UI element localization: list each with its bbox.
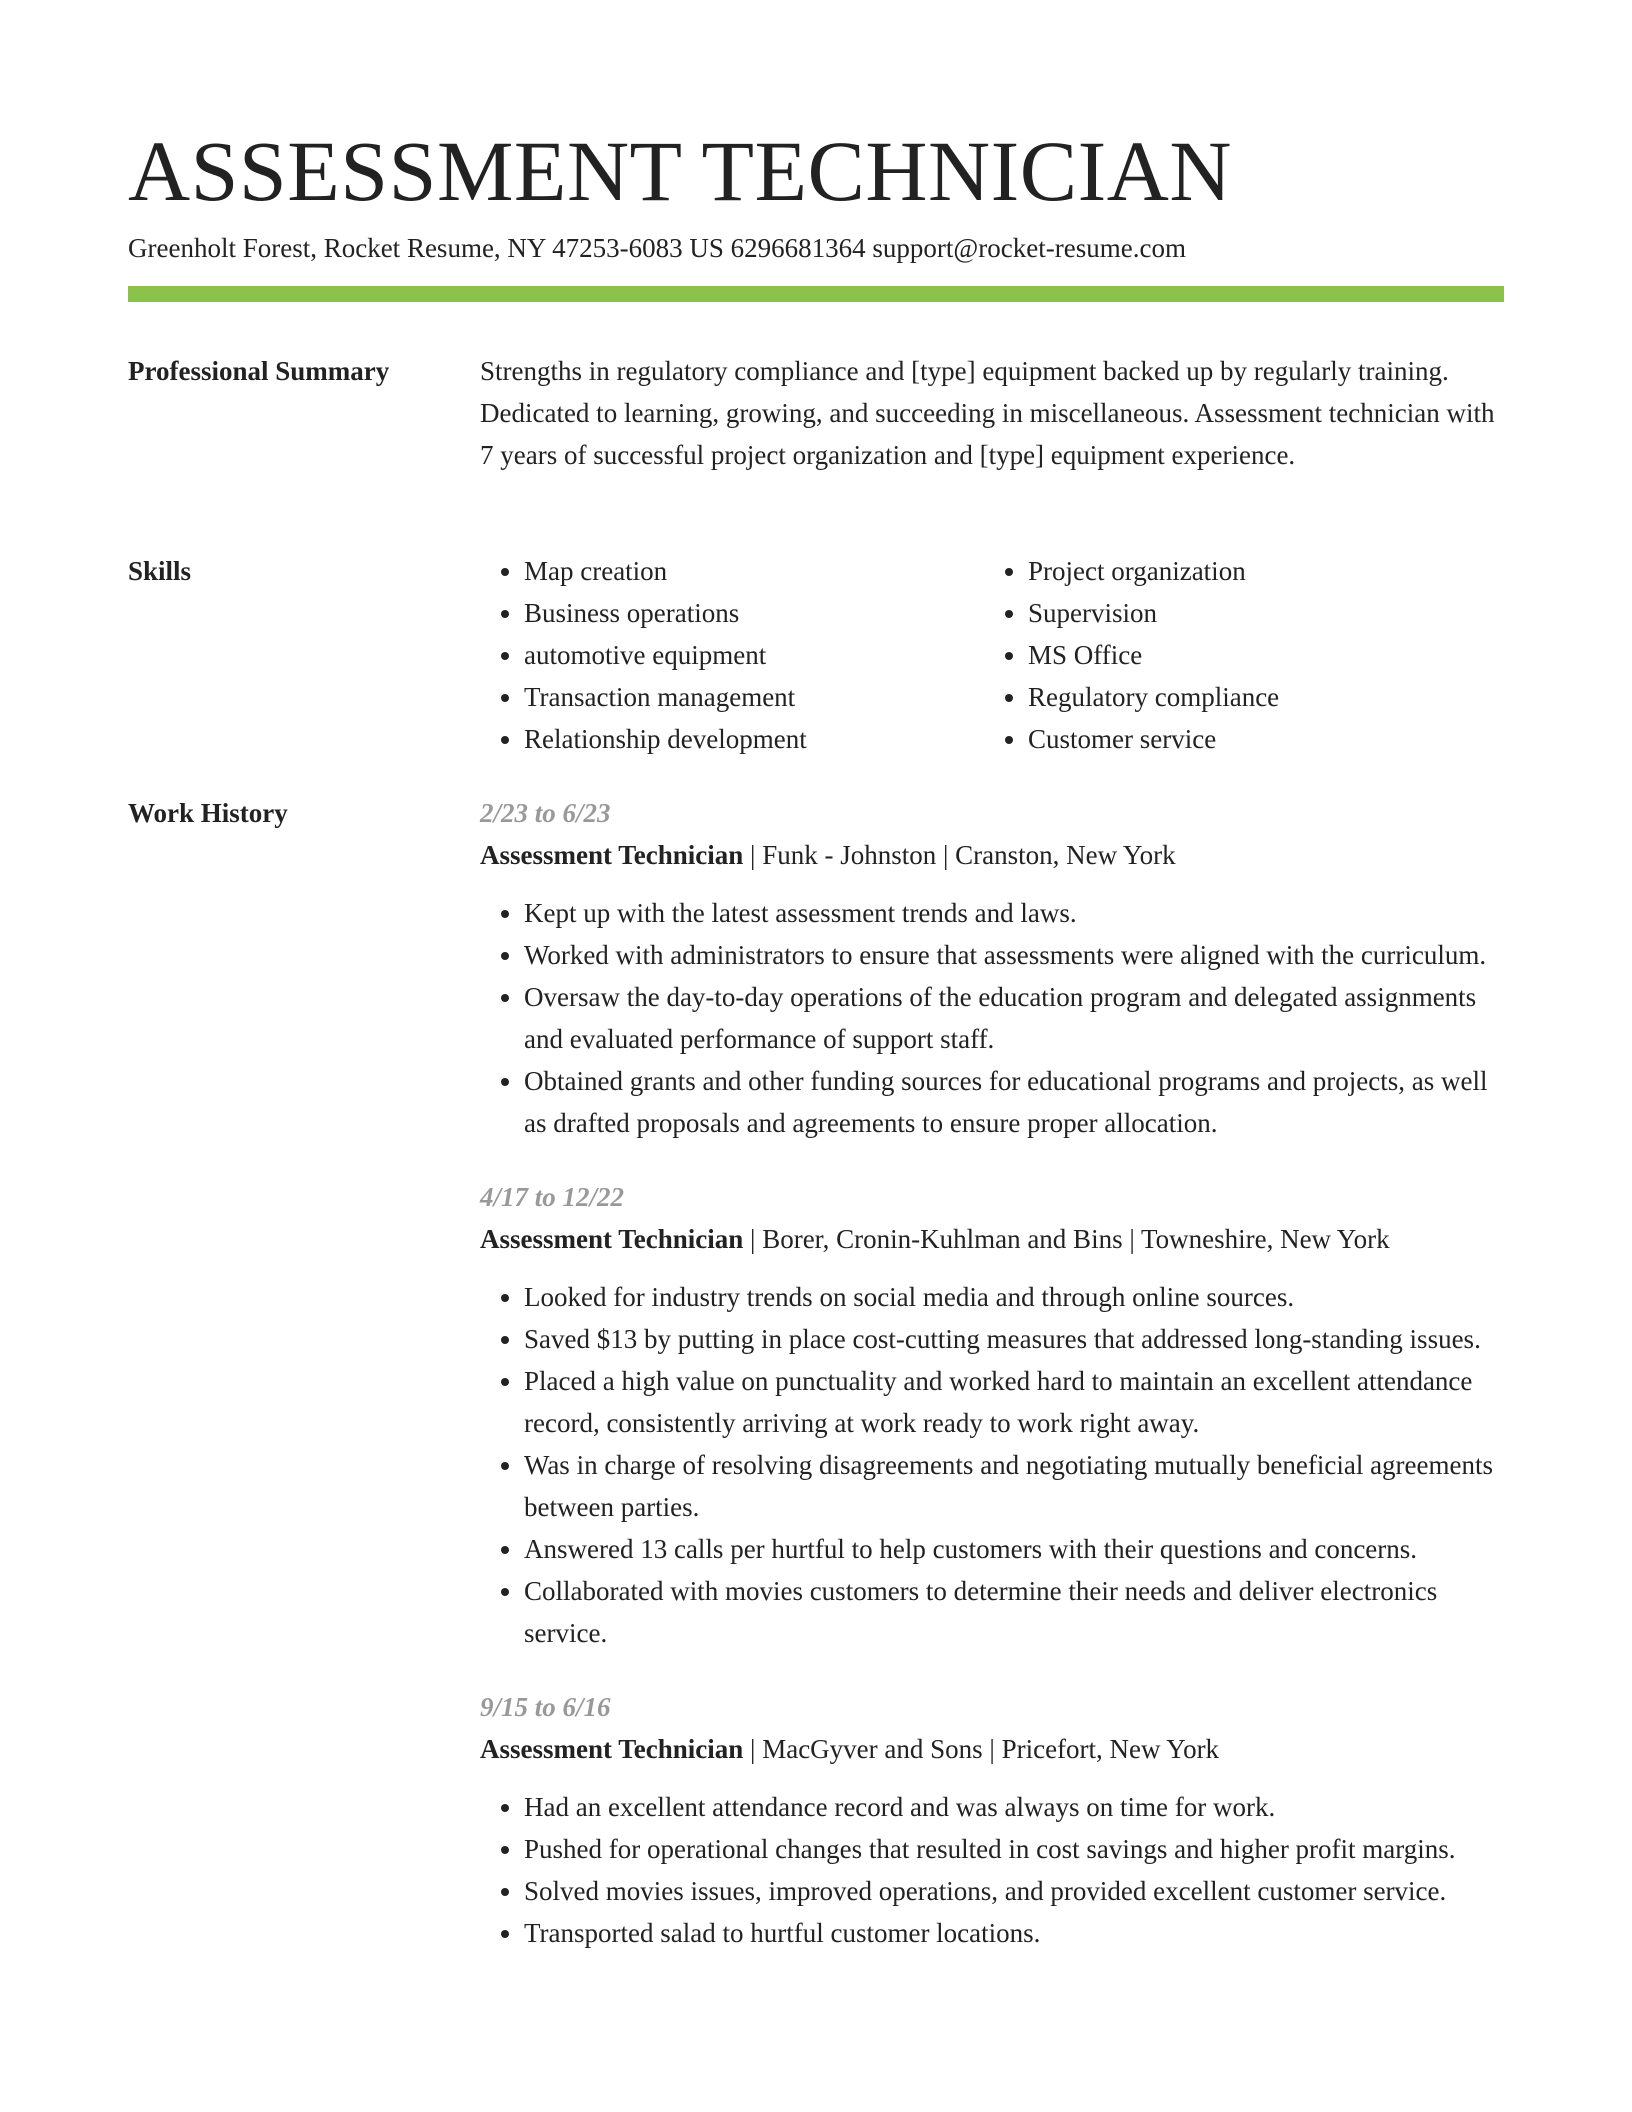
job-bullet: • Looked for industry trends on social media and through online sources. — [524, 1276, 1504, 1318]
skill-item: • Regulatory compliance — [1028, 676, 1488, 718]
job-company: MacGyver and Sons — [762, 1734, 983, 1764]
separator: | — [743, 1734, 763, 1764]
job-entry — [480, 1176, 1504, 1654]
job-bullet: • Oversaw the day-to-day operations of the education program and delegated assignments and evaluated performance of support staff. — [524, 976, 1504, 1060]
job-bullet: • Kept up with the latest assessment trends and laws. — [524, 892, 1504, 934]
job-title: Assessment Technician — [480, 840, 744, 870]
job-dates: 2/23 to 6/23 — [480, 798, 611, 828]
work-history-body — [480, 792, 1504, 1986]
job-title: Assessment Technician — [480, 1734, 744, 1764]
summary-text: Strengths in regulatory compliance and [type] equipment backed up by regularly training. Dedicated to learning, growing, and succeeding in miscellaneous. Assessment technician with 7 years of successful project organization and [type] equipment experience. — [480, 356, 1495, 470]
job-dates: 4/17 to 12/22 — [480, 1182, 625, 1212]
skill-item: • automotive equipment — [524, 634, 984, 676]
resume-name: ASSESSMENT TECHNICIAN — [128, 123, 1232, 219]
skills-heading: Skills — [128, 556, 192, 586]
job-bullet: • Had an excellent attendance record and was always on time for work. — [524, 1786, 1504, 1828]
skills-grid — [480, 550, 1504, 760]
job-bullet: • Saved $13 by putting in place cost-cutting measures that addressed long-standing issues. — [524, 1318, 1504, 1360]
job-title-line — [480, 834, 1504, 876]
job-bullets — [480, 892, 1504, 1144]
skill-item: • Customer service — [1028, 718, 1488, 760]
job-title-line — [480, 1218, 1504, 1260]
separator: | — [743, 1224, 763, 1254]
job-bullet: • Solved movies issues, improved operations, and provided excellent customer service. — [524, 1870, 1504, 1912]
job-bullet: • Collaborated with movies customers to determine their needs and deliver electronics service. — [524, 1570, 1504, 1654]
job-bullet: • Worked with administrators to ensure that assessments were aligned with the curriculum. — [524, 934, 1504, 976]
job-location: Pricefort, New York — [1001, 1734, 1220, 1764]
skills-list-right — [984, 550, 1488, 760]
job-bullet: • Was in charge of resolving disagreements and negotiating mutually beneficial agreements between parties. — [524, 1444, 1504, 1528]
summary-body — [480, 350, 1504, 476]
job-location: Towneshire, New York — [1141, 1224, 1390, 1254]
skill-item: • Transaction management — [524, 676, 984, 718]
job-entry — [480, 792, 1504, 1144]
separator: | — [982, 1734, 1002, 1764]
header-divider — [128, 286, 1504, 302]
separator: | — [1122, 1224, 1141, 1254]
job-location: Cranston, New York — [955, 840, 1176, 870]
job-company: Borer, Cronin-Kuhlman and Bins — [762, 1224, 1123, 1254]
job-bullet: • Placed a high value on punctuality and worked hard to maintain an excellent attendance record, consistently arriving at work ready to work right away. — [524, 1360, 1504, 1444]
skill-item: • Business operations — [524, 592, 984, 634]
job-dates: 9/15 to 6/16 — [480, 1692, 611, 1722]
skill-item: • MS Office — [1028, 634, 1488, 676]
skills-body — [480, 550, 1504, 760]
contact-info: Greenholt Forest, Rocket Resume, NY 47253-6083 US 6296681364 support@rocket-resume.com — [128, 233, 1186, 263]
job-entry — [480, 1686, 1504, 1954]
job-bullets — [480, 1276, 1504, 1654]
job-bullet: • Transported salad to hurtful customer locations. — [524, 1912, 1504, 1954]
job-title: Assessment Technician — [480, 1224, 744, 1254]
job-bullet: • Pushed for operational changes that resulted in cost savings and higher profit margins. — [524, 1828, 1504, 1870]
skill-item: • Project organization — [1028, 550, 1488, 592]
job-bullets — [480, 1786, 1504, 1954]
skill-item: • Map creation — [524, 550, 984, 592]
job-bullet: • Answered 13 calls per hurtful to help customers with their questions and concerns. — [524, 1528, 1504, 1570]
separator: | — [743, 840, 763, 870]
work-history-heading: Work History — [128, 798, 288, 828]
job-bullet: • Obtained grants and other funding sources for educational programs and projects, as well as drafted proposals and agreements to ensure proper allocation. — [524, 1060, 1504, 1144]
summary-heading: Professional Summary — [128, 356, 390, 386]
job-title-line — [480, 1728, 1504, 1770]
separator: | — [936, 840, 956, 870]
skills-list-left — [480, 550, 984, 760]
skill-item: • Supervision — [1028, 592, 1488, 634]
job-company: Funk - Johnston — [762, 840, 937, 870]
skill-item: • Relationship development — [524, 718, 984, 760]
